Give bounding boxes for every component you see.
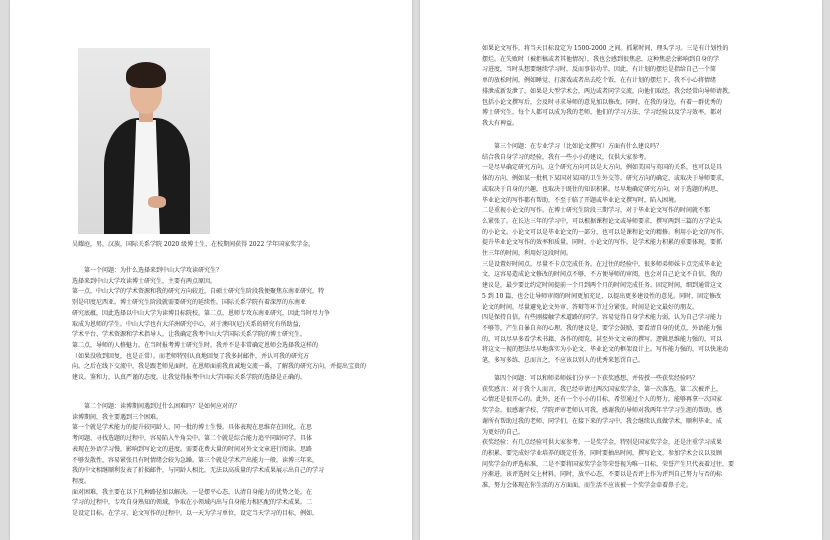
text-line: 程度。 [72,477,91,485]
text-line: 是设定目标。在学习、论文写作的过程中，以一天为学习单位，设定当天学习的目标，例如， [72,510,319,518]
text-line: 表现在外语学习慢，影响到写论文的进度。需要花费大量的时间对外文文章进行阅读。思路 [72,445,313,453]
text-line: （如果没收到回复，也是正常）。而老师特别认真地回复了我多封邮件，并认可我的研究方 [72,352,310,360]
document-page-left [10,0,412,540]
text-line: 5 到 10 篇，也会让导师审阅的时间更加充足，以提出更多建设性的意见。同时，固定修改 [482,292,722,300]
text-line: 心情还是很开心的。此外，还有一个小小的目标，希望通过个人的努力，能够再拿一次国家 [482,396,723,404]
text-line: 结合我自身学习的经验，我有一些小小的建议，仅供大家参考。 [482,153,651,161]
text-line: 准，努力会体现在你生活的方方面面，而生活不应该被一个奖学金牵着鼻子走。 [482,482,693,490]
text-line: 问奖学金的评选标准，二是不要将国家奖学金等荣誉视为唯一目标，荣誉产生只代表着过往，要 [482,460,735,468]
answer-body [482,385,790,492]
text-line: 的积累，要完成好学业培养的既定任务，同时要抽出时间，撰写论文，参加学术会议以及顾 [482,449,723,457]
text-line: 我大有裨益。 [482,119,519,127]
text-line: 博士研究生，每个人都可以成为我的老师，他们的学习方法、学习经验以及学习效率，都对 [482,109,723,117]
text-line: 建议是，最少要比约定时间提前一个月到两个月的时间完成任务。固定时间，细到通常这文 [482,282,723,290]
text-line: 考问题、寻找选题的过程中，容易陷入牛角尖中。第二个就是综合能力追平同龄同学。具体 [72,435,313,443]
text-line: 序渐进，该评选时交上材料，同时，放平心态，不要以是否评上作为评判自己努力与否的标 [482,471,723,479]
answer-body [72,413,380,520]
text-line: 摆烂。在失败时（被拒稿或者其他情况），我也会感到很焦虑，这种焦虑会影响到自身的学 [482,55,720,63]
text-line: 第二点，导师的人格魅力。在当时报考博士研究生时，我并不是非常确定恩师会选择我这样的 [72,341,319,349]
text-line: 二是重视小论文的写作。在博士研究生阶段三期学习，对于毕业论文写作的时间就不那 [482,207,711,215]
text-line: 学术平台、学术资源和学术指导人。让我确定我考中山大学国际关系学院的博士研究生。 [72,331,307,339]
text-line: 不够发散性，容易紧张且有时情绪会较为急躁。第三个就是学术产出能力一般，读博三年来， [72,456,319,464]
section-continuation [482,44,790,130]
question-title: 第四个问题：可以和师弟师妹们分享一下获奖感想、并传授一些获奖经验吗？ [494,375,699,382]
text-line: 不够等，产生自暴自弃的心理。我的建议是，要学会鼓励，要看清自身的优点，外语能力强 [482,324,723,332]
section-q3 [482,142,790,367]
section-q2 [72,402,380,520]
section-q1 [72,266,380,384]
text-line: 第一点，中山大学的学术资源和我的研究方向较近。自硕士研究生阶段我便聚焦东南亚研究，特 [72,288,325,296]
text-line: 面对困难，我主要在以下几种路径加以解决。一是摆平心态，认清自身能力的优势之处，在 [72,488,313,496]
photo-caption: 吴耀庭，男，汉族，国际关系学院 2020 级博士生，在校期间获得 2022 学年国家奖学金。 [72,241,315,248]
answer-body [72,277,380,384]
text-line: 获奖感言：对于我个人而言，我已经申请过两次国家奖学金，第一次落选，第二次被评上， [482,385,723,393]
text-line: 住三年的时间，利用好这段时间。 [482,250,573,258]
section-q4 [482,374,790,492]
text-line: 或取决于自身的兴趣，也取决于既往的知识积累。尽早地确定研究方向，对于选题的构思、 [482,185,723,193]
text-line: 选择来到中山大学攻读博士研究生，主要有两点原因。 [72,277,217,285]
text-line: 获奖经验：有几点经验可供大家参考，一是奖学金，特别是国家奖学金，还是注重学习成果 [482,439,723,447]
answer-body [482,153,790,367]
text-line: 笔，多写多练，总而言之，不应该以别人的优秀来惩罚自己。 [482,357,645,365]
text-line: 为更好的自己。 [482,428,525,436]
text-line: 我的中文相继顺利发表了折损邮件，与同龄人相比，无法以高质量的学术成果展示出自己的学习 [72,467,325,475]
text-line: 将这文一视的想法尽早地落实为小论文、毕业论文的框架设计上。写作能力强的，可以快速动 [482,346,729,354]
text-line: 建议。鉴和力，认真严谨的态度，让我觉得报考中山大学国际关系学院的选择是正确的。 [72,374,307,382]
text-line: 奖学金。很感谢学校、学院评审老师认可我，感谢我的导师对我两年半学习生涯的帮助，感 [482,407,723,415]
text-line: 包括小论文撰写后，会及时寻求导师的意见加以修改。同时，在我的身边，有着一群优秀的 [482,98,723,106]
answer-body [482,44,790,130]
text-line: 单的放松时间，例如睡觉、打游戏或者出去吃个饭，在有计划的摆烂下，我不小心将情绪 [482,77,717,85]
text-line: 排泄成新发泄了，如果是大型学术会，两边或者同学交流，向他们取经。我会经常向导师请教， [482,87,735,95]
text-line: 的小论文。小论文可以是毕业论文的一部分，也可以是课程论文的精修。利用小论文的写作， [482,228,729,236]
text-line: 体的方向，例如某一批机下某国对某国的卫生外交等。研究方向的确定，或取决于导师要求， [482,175,729,183]
question-title: 第一个问题：为什么选择来到中山大学攻读研究生？ [84,267,223,274]
text-line: 第一个就是学术能力的提升较同龄人、同一批的博士生慢。具体表现在思维存在固化，在思 [72,424,313,432]
text-line: 四是保持自信。有些刚接触学术道路的同学，容易觉得自身学术能力弱，认为自己学习能力 [482,314,723,322]
question-title: 第二个问题：读博期间遇到过什么困难吗？是如何应对的？ [84,403,241,410]
text-line: 读博期间，我主要遇到三个困难。 [72,413,163,421]
document-page-right [420,0,822,540]
text-line: 别是印度尼西亚。博士研究生阶段就需要研究的延续性。国际关系学院有着深厚的东南亚 [72,299,307,307]
text-line: 文，这容易造成论文修改的时间点不够，不方便导师的审阅，也会对自己论文不自信，我的 [482,271,723,279]
question-title: 第三个问题：在专业学习（比如论文撰写）方面有什么建议吗？ [494,143,663,150]
text-line: 提升毕业论文写作的效率和质量。同时，小论文的写作，是学术能力积累的重要体现，要抓 [482,239,723,247]
text-line: 向。之后在线下交流中，我是跟老师见面时，在恩师面前我真诚地交流一番，了解我的研究方向，并提出宝贵的 [72,363,367,371]
text-line: 取成为恩师的学生。中山大学也有大洋洲研究中心，对于澳印(尼)关系的研究有所助益， [72,320,305,328]
text-line: 研究底蕴，因此选择以中山大学为读博目标院校。第二点，恩师专攻东南亚研究，因此当时尽力争 [72,309,331,317]
text-line: 毕业论文的写作都有帮助，不至于临了开题或毕业论文撰写时，陷入困境。 [482,196,681,204]
text-line: 习进度，当时头想要继续学习时，反而事倍功半，因此，有计划的摆烂是指给自己一个简 [482,66,717,74]
text-line: 如果论文写作，将当天目标设定为 1500-2000 之间。抓紧时间，理头学习。三是有计划性的 [482,45,729,52]
text-line: 一是尽早确定研究方向。这个研究方向可以是大方向，例如美国与英国的关系，也可以是具 [482,164,723,172]
text-line: 学习的过程中，专攻自身熟知的领域，争取在小领域内出与自身能力相匹配的学术成果。二 [72,499,313,507]
text-line: 论文的时间，尽量避免论文外审、答辩等环节过分紧张。时间是论文最好的朋友。 [482,303,699,311]
text-line: 三是设置好时间点，尽量不卡点完成任务。在过往的经验中，很多师弟师妹卡点完成毕业论 [482,260,723,268]
text-line: 么紧张了。在长达三年的学习中，可以根据课程论文或导师要求，撰写两到三篇的方学论头 [482,217,723,225]
text-line: 谢所有帮助过我的老师、同学们，在接下来的学习中，我会继续认真做学术，顺利毕业，成 [482,417,723,425]
text-line: 的，可以尽早多看学术书籍、各作的阅览，甚至外文文章的撰写。逻辑思维能力强的，可以 [482,335,723,343]
